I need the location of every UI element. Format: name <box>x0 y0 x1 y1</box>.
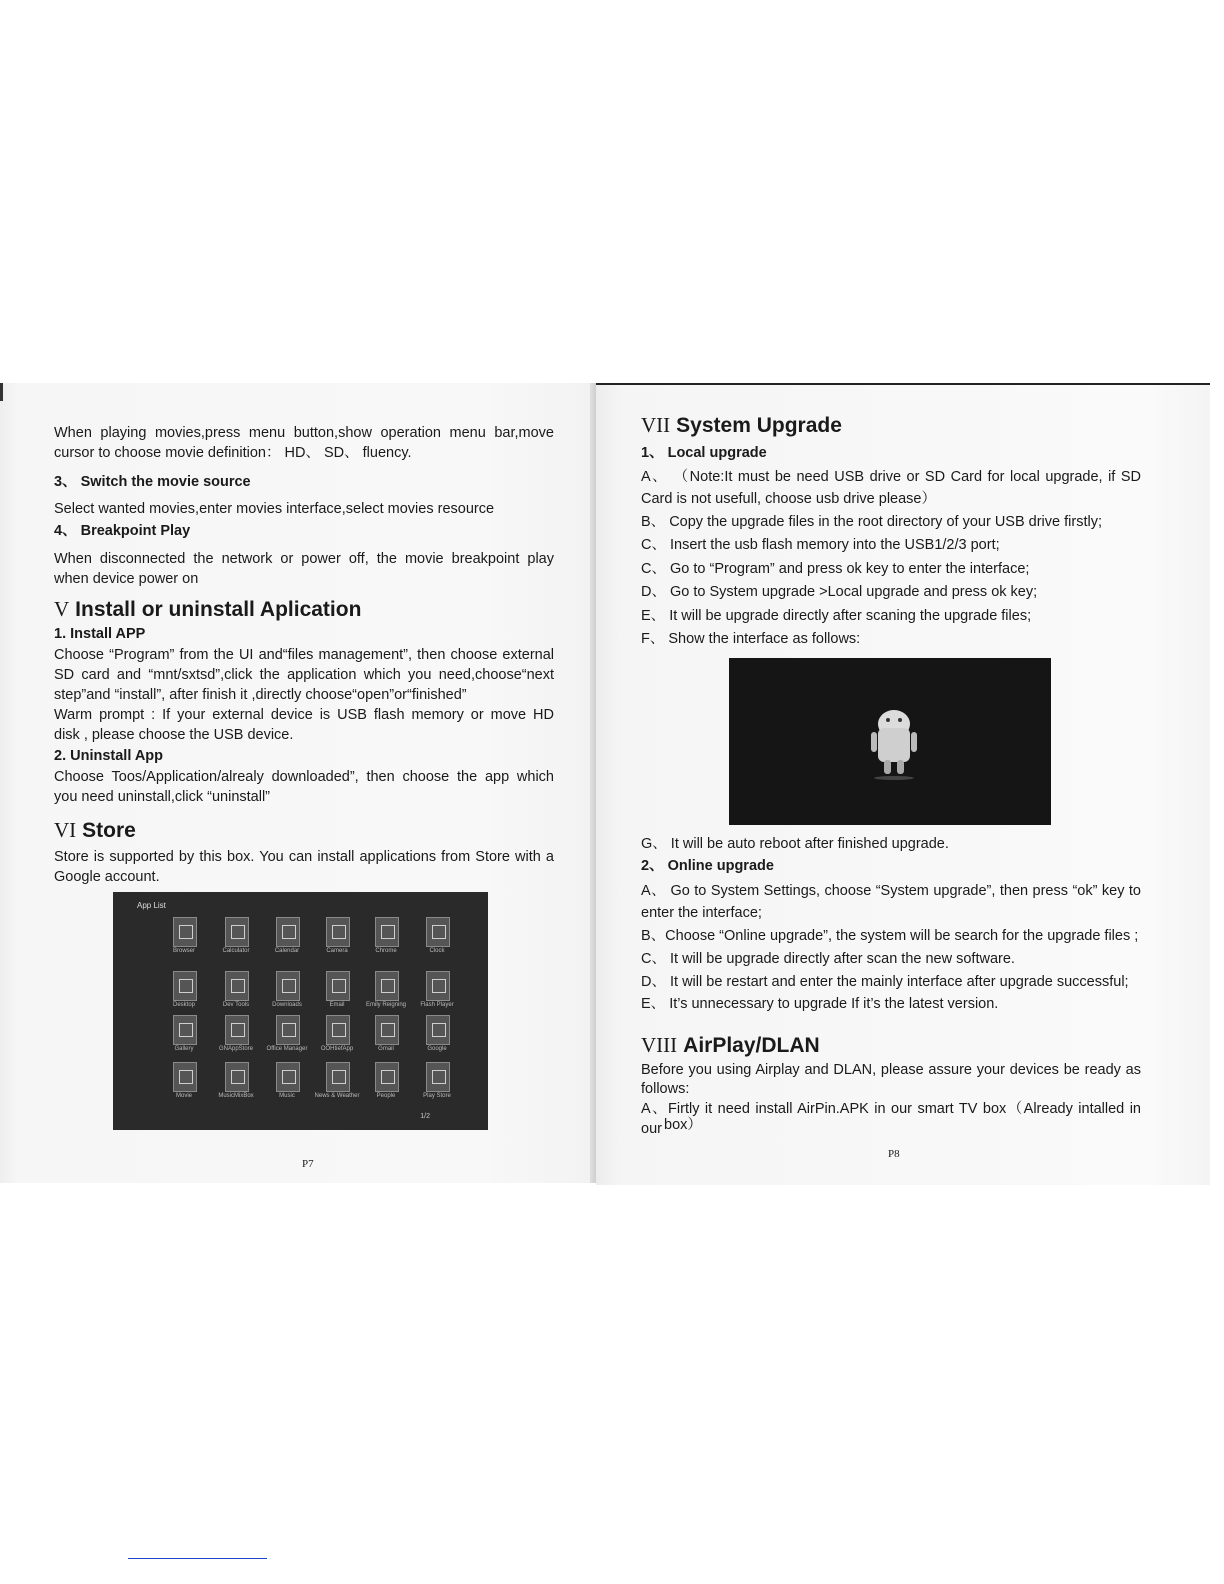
app-tile-icon[interactable] <box>326 971 350 1001</box>
upgrade-screenshot <box>729 658 1051 825</box>
section-7-title: System Upgrade <box>676 414 842 437</box>
breakpoint-line-1: When disconnected the network or power off, the movie breakpoint play <box>54 551 554 567</box>
online-item-a-cont: enter the interface; <box>641 905 762 921</box>
app-tile-icon[interactable] <box>426 917 450 947</box>
section-6-num: VI <box>54 818 77 842</box>
local-item-a-cont: Card is not usefull, choose usb drive please） <box>641 491 936 507</box>
switch-source-heading: 3、 Switch the movie source <box>54 474 251 490</box>
app-tile-icon[interactable] <box>276 1015 300 1045</box>
local-item-f: F、 Show the interface as follows: <box>641 631 861 647</box>
page-left <box>0 383 596 1183</box>
app-tile-icon[interactable] <box>326 1015 350 1045</box>
section-6-heading <box>54 817 136 844</box>
app-tile-icon[interactable] <box>276 1062 300 1092</box>
section-7-num: VII <box>641 413 671 437</box>
section-8-heading <box>641 1032 820 1059</box>
airplay-line-4: box） <box>664 1117 702 1133</box>
app-tile-icon[interactable] <box>225 971 249 1001</box>
breakpoint-heading: 4、 Breakpoint Play <box>54 523 191 539</box>
intro-line-1: When playing movies,press menu button,show operation menu bar,move <box>54 425 554 441</box>
app-tile-label: Downloads <box>272 1002 302 1008</box>
online-item-e: E、 It’s unnecessary to upgrade If it’s the latest version. <box>641 996 999 1012</box>
app-list-page: 1/2 <box>420 1113 430 1120</box>
section-8-num: VIII <box>641 1033 678 1057</box>
app-tile-icon[interactable] <box>375 971 399 1001</box>
app-tile-label: Clock <box>429 948 445 954</box>
switch-source-text: Select wanted movies,enter movies interface,select movies resource <box>54 501 495 517</box>
app-tile-icon[interactable] <box>375 1015 399 1045</box>
app-tile-icon[interactable] <box>276 971 300 1001</box>
app-tile-icon[interactable] <box>173 1015 197 1045</box>
local-item-c2: C、 Go to “Program” and press ok key to enter the interface; <box>641 561 1030 577</box>
airplay-line-3: A、Firtly it need install AirPin.APK in our smart TV box（Already intalled in our <box>641 1101 1141 1137</box>
app-tile-label: Play Store <box>423 1093 451 1099</box>
app-tile-label: Emily Reigning <box>365 1002 407 1008</box>
local-item-c1: C、 Insert the usb flash memory into the USB1/2/3 port; <box>641 537 1000 553</box>
app-tile-label: OOHtiefApp <box>320 1046 354 1052</box>
local-item-b: B、 Copy the upgrade files in the root directory of your USB drive firstly; <box>641 514 1102 530</box>
app-tile-label: Flash Player <box>420 1002 454 1008</box>
app-tile-label: Movie <box>175 1093 192 1099</box>
app-tile-label: MusicMixBox <box>218 1093 254 1099</box>
app-tile-icon[interactable] <box>326 1062 350 1092</box>
section-5-num: V <box>54 597 70 621</box>
app-tile-label: Camera <box>326 948 348 954</box>
airplay-line-2: follows: <box>641 1081 690 1097</box>
app-tile-icon[interactable] <box>276 917 300 947</box>
local-item-d: D、 Go to System upgrade >Local upgrade and press ok key; <box>641 584 1038 600</box>
app-tile-icon[interactable] <box>173 917 197 947</box>
airplay-line-1: Before you using Airplay and DLAN, please assure your devices be ready as <box>641 1062 1141 1078</box>
install-line-3: step”and “install”, after finish it ,directly choose“open”or“finished” <box>54 687 467 703</box>
app-tile-label: Desktop <box>172 1002 195 1008</box>
app-tile-label: Browser <box>172 948 195 954</box>
app-tile-label: Google <box>427 1046 447 1052</box>
app-tile-label: Dev Tools <box>222 1002 250 1008</box>
section-8-title: AirPlay/DLAN <box>683 1034 820 1057</box>
install-line-5: disk , please choose the USB device. <box>54 727 294 743</box>
app-tile-icon[interactable] <box>426 1062 450 1092</box>
app-tile-label: Calendar <box>274 948 300 954</box>
local-item-a: A、 （Note:It must be need USB drive or SD Card for local upgrade, if SD <box>641 469 1141 485</box>
app-tile-label: News & Weather <box>314 1093 360 1099</box>
app-tile-label: Office Manager <box>266 1046 308 1052</box>
intro-line-2: cursor to choose movie definition： HD、 SD、 fluency. <box>54 445 412 461</box>
app-tile-label: Music <box>279 1093 295 1099</box>
uninstall-line-1: Choose Toos/Application/alrealy downloaded”, then choose the app which <box>54 769 554 785</box>
app-tile-icon[interactable] <box>426 1015 450 1045</box>
app-tile-label: People <box>376 1093 396 1099</box>
app-tile-icon[interactable] <box>225 1062 249 1092</box>
install-heading: 1. Install APP <box>54 626 146 642</box>
app-tile-icon[interactable] <box>173 1062 197 1092</box>
page-number-right: P8 <box>888 1148 900 1160</box>
android-robot-icon <box>869 700 919 780</box>
online-item-a: A、 Go to System Settings, choose “System upgrade”, then press “ok” key to <box>641 883 1141 899</box>
section-5-title: Install or uninstall Aplication <box>75 598 362 621</box>
uninstall-line-2: you need uninstall,click “uninstall” <box>54 789 270 805</box>
app-tile-label: Chrome <box>375 948 397 954</box>
uninstall-heading: 2. Uninstall App <box>54 748 164 764</box>
app-tile-label: Gmail <box>378 1046 394 1052</box>
app-tile-label: GNAppStore <box>218 1046 254 1052</box>
app-tile-icon[interactable] <box>375 1062 399 1092</box>
section-6-title: Store <box>82 819 136 842</box>
online-item-b: B、Choose “Online upgrade”, the system will be search for the upgrade files ; <box>641 928 1139 944</box>
app-tile-label: Gallery <box>174 1046 194 1052</box>
local-item-g: G、 It will be auto reboot after finished upgrade. <box>641 836 949 852</box>
local-item-e: E、 It will be upgrade directly after scaning the upgrade files; <box>641 608 1032 624</box>
breakpoint-line-2: when device power on <box>54 571 199 587</box>
app-tile-icon[interactable] <box>326 917 350 947</box>
edge-mark <box>0 383 3 401</box>
book-spread <box>0 383 1224 1183</box>
app-tile-icon[interactable] <box>375 917 399 947</box>
app-tile-icon[interactable] <box>173 971 197 1001</box>
app-tile-icon[interactable] <box>225 917 249 947</box>
app-tile-icon[interactable] <box>426 971 450 1001</box>
page-right <box>596 383 1210 1185</box>
local-upgrade-heading: 1、 Local upgrade <box>641 445 767 461</box>
install-line-1: Choose “Program” from the UI and“files management”, then choose external <box>54 647 554 663</box>
store-line-1: Store is supported by this box. You can install applications from Store with a <box>54 849 554 865</box>
app-list-title: App List <box>137 901 166 910</box>
section-7-heading <box>641 412 842 439</box>
install-line-4: Warm prompt : If your external device is USB flash memory or move HD <box>54 707 554 723</box>
app-list-screenshot <box>113 892 488 1130</box>
app-tile-icon[interactable] <box>225 1015 249 1045</box>
store-line-2: Google account. <box>54 869 160 885</box>
app-tile-label: Calculator <box>222 948 250 954</box>
page-number-left: P7 <box>302 1158 314 1170</box>
bottom-rule <box>128 1558 267 1559</box>
online-item-c: C、 It will be upgrade directly after scan the new software. <box>641 951 1015 967</box>
section-5-heading <box>54 596 361 623</box>
online-upgrade-heading: 2、 Online upgrade <box>641 858 774 874</box>
install-line-2: SD card and “mnt/sxtsd”,click the application which you need,choose“next <box>54 667 554 683</box>
app-tile-label: Email <box>329 1002 345 1008</box>
online-item-d: D、 It will be restart and enter the mainly interface after upgrade successful; <box>641 974 1129 990</box>
